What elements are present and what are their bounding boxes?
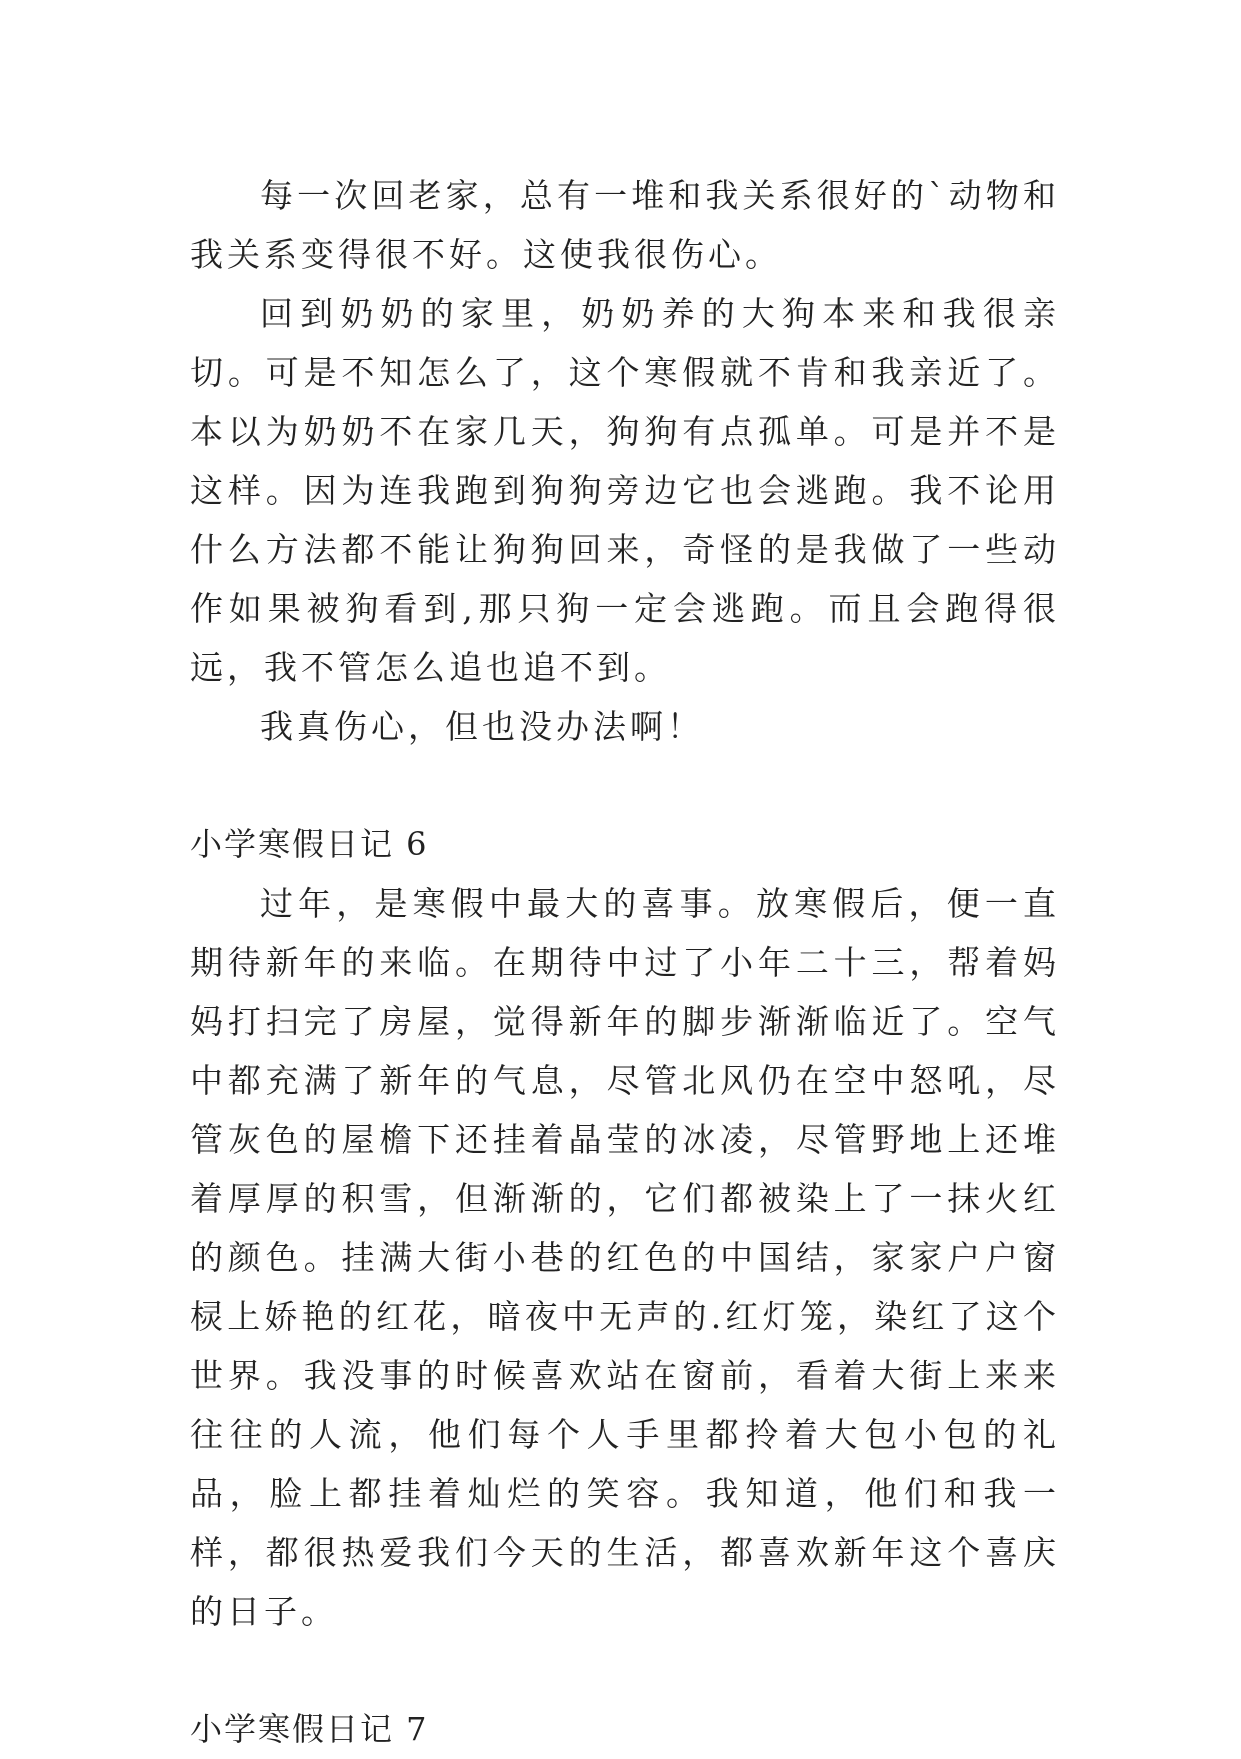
paragraph-grandma-dog: 回到奶奶的家里，奶奶养的大狗本来和我很亲切。可是不知怎么了，这个寒假就不肯和我亲近了。本以为奶奶不在家几天，狗狗有点孤单。可是并不是这样。因为连我跑到狗狗旁边它也会逃跑。我不论用什么方法都不能让狗狗回来，奇怪的是我做了一些动作如果被狗看到,那只狗一定会逃跑。而且会跑得很远，我不管怎么追也追不到。 [190,294,1060,687]
paragraph-new-year: 过年，是寒假中最大的喜事。放寒假后，便一直期待新年的来临。在期待中过了小年二十三，帮着妈妈打扫完了房屋，觉得新年的脚步渐渐临近了。空气中都充满了新年的气息，尽管北风仍在空中怒吼，尽管灰色的屋檐下还挂着晶莹的冰凌，尽管野地上还堆着厚厚的积雪，但渐渐的，它们都被染上了一抹火红的颜色。挂满大街小巷的红色的中国结，家家户户窗棂上娇艳的红花，暗夜中无声的.红灯笼，染红了这个世界。我没事的时候喜欢站在窗前，看着大街上来来往往的人流，他们每个人手里都拎着大包小包的礼品，脸上都挂着灿烂的笑容。我知道，他们和我一样，都很热爱我们今天的生活，都喜欢新年这个喜庆的日子。 [190,884,1060,1631]
paragraph-sad: 我真伤心，但也没办法啊！ [260,707,704,746]
section-gap [190,1641,1060,1700]
document-body [190,166,1060,1759]
diary-heading-7: 小学寒假日记 7 [190,1710,429,1748]
diary-heading-6: 小学寒假日记 6 [190,825,429,863]
section-gap [190,756,1060,815]
paragraph-return-home: 每一次回老家，总有一堆和我关系很好的`动物和我关系变得很不好。这使我很伤心。 [190,176,1060,274]
